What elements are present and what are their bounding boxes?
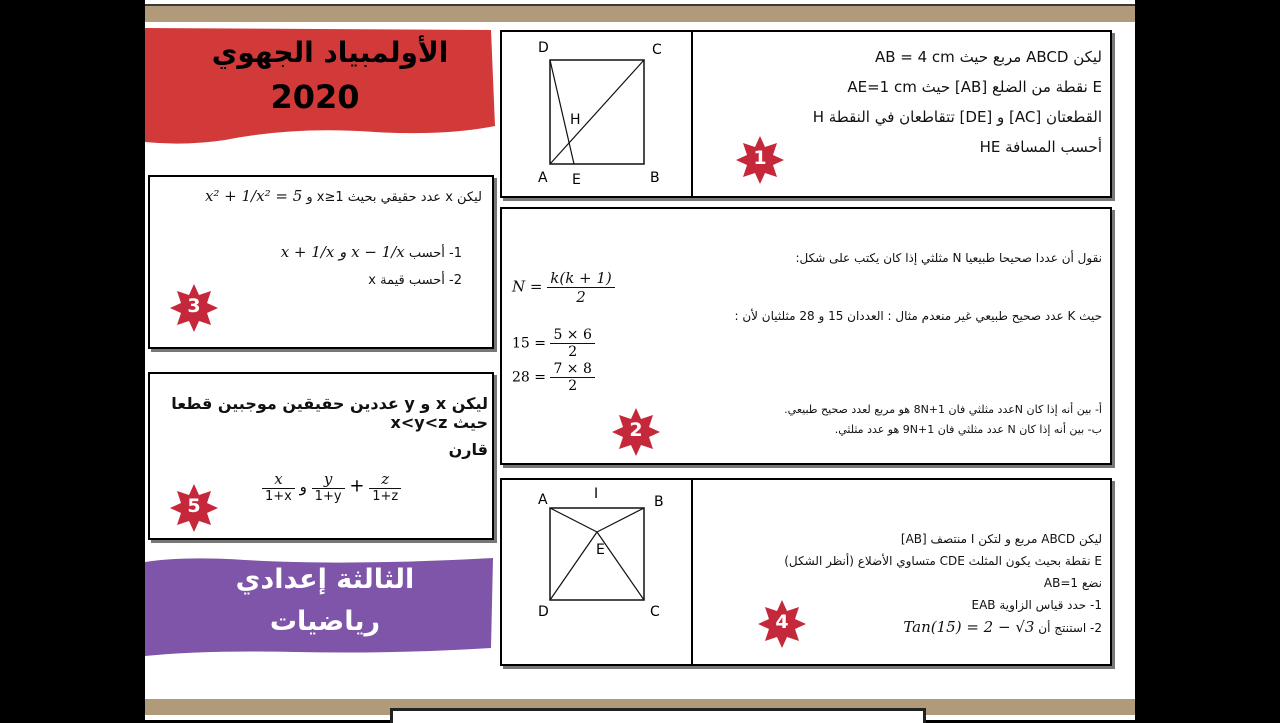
ex5-f1-num: x [262,470,295,489]
ex4-q2-label: 2- استنتج أن [1038,621,1102,635]
badge-2-number: 2 [629,419,643,441]
label-h: H [570,112,581,128]
ex4-line3: نضع AB=1 [1043,576,1102,590]
label-c: C [652,42,662,58]
ex4-q2-expr: Tan(15) = 2 − √3 [903,618,1035,636]
label-b: B [650,170,660,186]
ex2-where: حيث K عدد صحيح طبيعي غير منعدم مثال : العددان 15 و 28 مثلثيان لأن : [734,309,1102,323]
ex2-ex15-lhs: 15 = [512,335,546,352]
label-e: E [572,172,581,188]
ex5-f2-num: y [312,470,345,489]
ex2-question-a: أ- بين أنه إذا كان Nعدد مثلثي فان 8N+1 هو مربع لعدد صحيح طبيعي. [784,403,1102,416]
ex3-equation: x² + 1/x² = 5 [204,187,303,205]
ex5-fractions [262,470,401,504]
ex3-q1-label: 1- أحسب [408,246,462,261]
ex2-formula-num: k(k + 1) [547,269,615,288]
ex5-f3-num: z [369,470,401,489]
ex2-example-28 [512,361,595,394]
title-year: 2020 [270,78,360,116]
label-d: D [538,40,549,56]
ex2-intro: نقول أن عددا صحيحا طبيعيا N مثلثي إذا كان يكتب على شكل: [795,251,1102,265]
exercise-1-box [500,30,1112,198]
ex3-intro: ليكن x عدد حقيقي بحيث x≥1 و [306,190,482,205]
label-i-4: I [594,486,599,502]
ex5-sep-and: و [299,477,307,496]
exercise-2-box [500,207,1112,465]
ex2-formula-den: 2 [576,288,586,306]
ex2-ex28-num: 7 × 8 [550,361,594,378]
ex5-f2-den: 1+y [314,489,342,504]
exercise-2-badge [610,406,662,458]
label-d-4: D [538,604,549,620]
ex3-q1-row [162,243,462,261]
ex3-intro-row [162,187,482,205]
ex5-line2: قارن [448,440,488,459]
ex1-line1: ليكن ABCD مربع حيث AB = 4 cm [874,48,1102,66]
ex4-line1: ليكن ABCD مربع و لتكن I منتصف [AB] [900,532,1102,546]
ex2-formula [512,269,615,306]
label-a: A [538,170,548,186]
label-e-4: E [596,542,605,558]
bottom-decor-bar [145,696,1135,720]
exercise-3-badge [168,282,220,334]
ex3-q1-expr: x + 1/x و x − 1/x [280,243,405,261]
subject-text: رياضيات [269,606,381,637]
ex2-ex15-num: 5 × 6 [550,327,594,344]
grade-text: الثالثة إعدادي [235,564,415,595]
ex4-q1: 1- حدد قياس الزاوية EAB [971,598,1102,612]
top-decor-bar [145,0,1135,28]
ex4-line2: E نقطة بحيث يكون المثلث CDE متساوي الأضلاع (أنظر الشكل) [784,554,1102,568]
ex2-ex15-den: 2 [568,344,578,360]
ex5-sep-plus: + [349,475,365,497]
ex1-line4: أحسب المسافة HE [979,138,1102,156]
ex5-line1: ليكن x و y عددين حقيقين موجبين قطعا حيث x<y<z [171,394,488,432]
ex2-question-b: ب- بين أنه إذا كان N عدد مثلثي فان 9N+1 هو عدد مثلثي. [834,423,1102,436]
ex2-ex28-lhs: 28 = [512,369,546,386]
badge-4-number: 4 [775,611,789,633]
title-text: الأولمبياد الجهوي [211,36,449,69]
exercise-4-badge [756,598,808,650]
ex2-formula-lhs: N = [512,277,543,296]
ex1-line2: E نقطة من الضلع [AB] حيث AE=1 cm [847,78,1102,96]
label-a-4: A [538,492,548,508]
badge-1-number: 1 [753,147,767,169]
exercise-5-badge [168,482,220,534]
ex2-ex28-den: 2 [568,378,578,394]
ex1-line3: القطعتان [AC] و [DE] تتقاطعان في النقطة H [812,108,1102,126]
ex5-f3-den: 1+z [372,489,399,504]
ex5-f1-den: 1+x [265,489,292,504]
exercise-1-badge [734,134,786,186]
square-figure-1 [526,40,656,190]
label-b-4: B [654,494,664,510]
ex3-q2: 2- أحسب قيمة x [368,273,462,288]
badge-5-number: 5 [187,495,201,517]
ex2-example-15 [512,327,595,360]
label-c-4: C [650,604,660,620]
badge-3-number: 3 [187,295,201,317]
